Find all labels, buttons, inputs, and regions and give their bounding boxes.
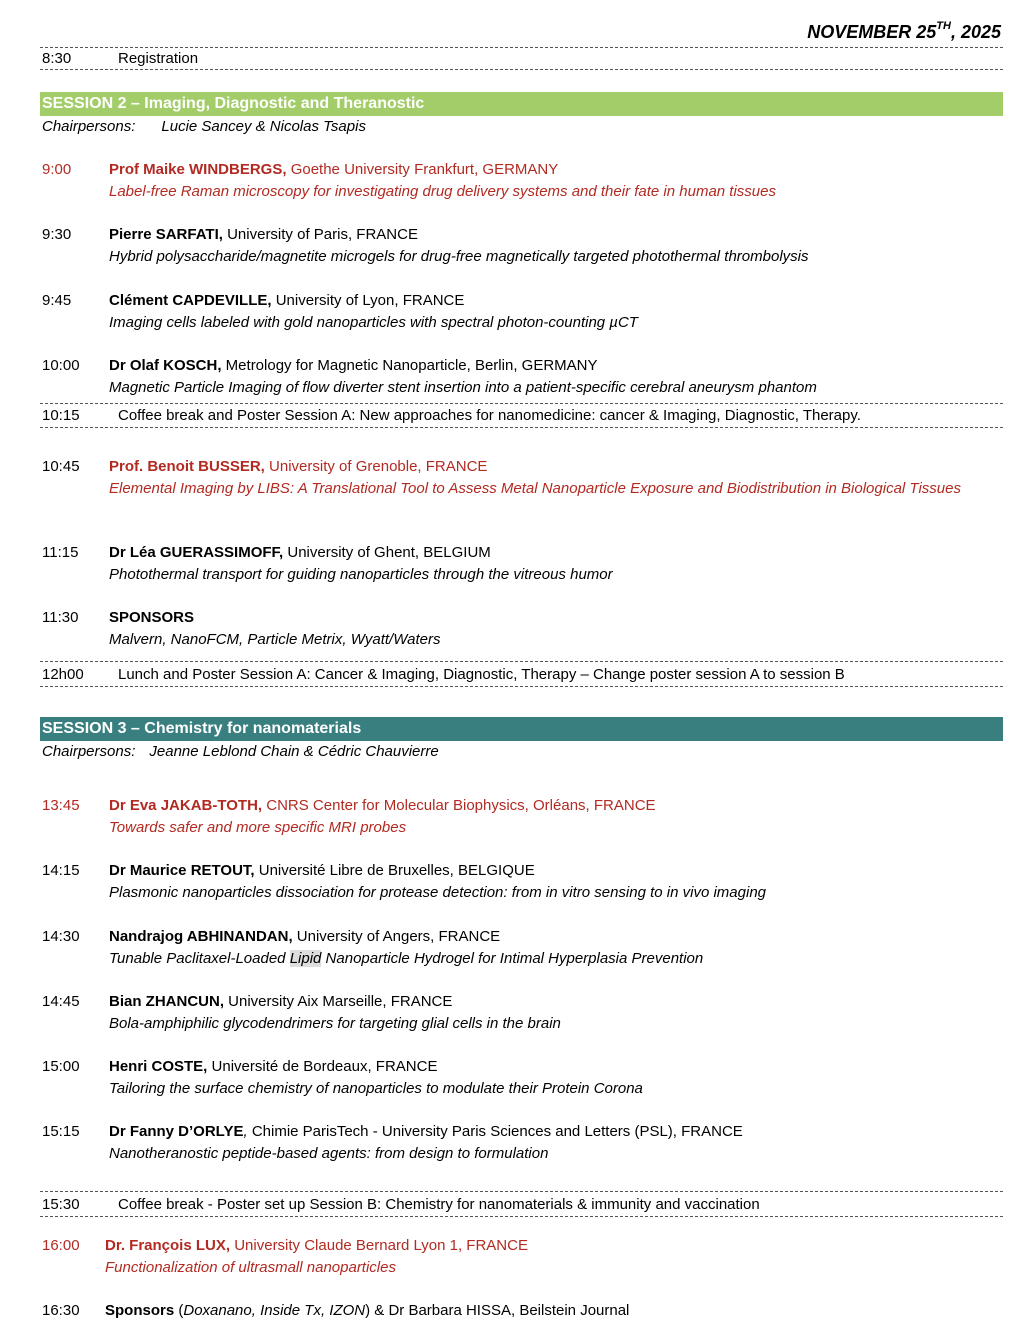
talk-time: 9:30: [42, 226, 72, 243]
talk-time: 14:45: [42, 993, 80, 1010]
talk-title: Photothermal transport for guiding nanoparticles through the vitreous humor: [109, 565, 613, 583]
divider: [40, 1216, 1003, 1217]
speaker-name: Dr. François LUX,: [105, 1237, 231, 1254]
divider: [40, 427, 1003, 428]
speaker-affiliation: Metrology for Magnetic Nanoparticle, Berlin, GERMANY: [221, 357, 598, 374]
session-2-chairpersons: Chairpersons: Lucie Sancey & Nicolas Tsapis: [42, 118, 366, 135]
session-2-header: SESSION 2 – Imaging, Diagnostic and Theranostic: [40, 92, 1003, 116]
talk-time: 11:15: [42, 544, 79, 561]
sponsors-heading: Sponsors: [105, 1302, 175, 1319]
speaker-affiliation: Université de Bordeaux, FRANCE: [207, 1058, 438, 1075]
session-3-chairpersons: Chairpersons: Jeanne Leblond Chain & Cédric Chauvierre: [42, 743, 439, 760]
talk-title: Magnetic Particle Imaging of flow diverter stent insertion into a patient-specific cerebral aneurysm phantom: [109, 378, 817, 396]
divider: [40, 403, 1003, 404]
speaker-affiliation: CNRS Center for Molecular Biophysics, Orléans, FRANCE: [262, 797, 656, 814]
divider: [40, 686, 1003, 687]
talk-item: [109, 542, 999, 585]
talk-time: 15:15: [42, 1123, 80, 1140]
sponsors-heading: SPONSORS: [109, 609, 195, 626]
talk-item: Dr Fanny D’ORLYE, Chimie ParisTech - University Paris Sciences and Letters (PSL), FRANCE Nanotheranostic peptide-based agents: from design to formulation: [109, 1121, 999, 1164]
speaker-affiliation: University of Angers, FRANCE: [292, 928, 501, 945]
speaker-name: Dr Léa GUERASSIMOFF,: [109, 544, 284, 561]
speaker-affiliation: Chimie ParisTech - University Paris Sciences and Letters (PSL), FRANCE: [247, 1123, 743, 1140]
talk-title: Imaging cells labeled with gold nanoparticles with spectral photon-counting µCT: [109, 313, 638, 331]
talk-time: 10:00: [42, 357, 80, 374]
talk-time: 14:30: [42, 928, 80, 945]
lunch-time: 12h00: [42, 666, 84, 683]
talk-item: [109, 860, 999, 903]
highlighted-word: Lipid: [289, 949, 322, 967]
break-time: 10:15: [42, 407, 80, 424]
speaker-affiliation: Université Libre de Bruxelles, BELGIQUE: [254, 862, 535, 879]
sponsors-list: Malvern, NanoFCM, Particle Metrix, Wyatt/Waters: [109, 630, 441, 648]
speaker-name: Prof. Benoit BUSSER,: [109, 458, 265, 475]
talk-title: Label-free Raman microscopy for investigating drug delivery systems and their fate in human tissues: [109, 182, 776, 200]
talk-time: 11:30: [42, 609, 79, 626]
sponsors-item: [109, 607, 999, 650]
talk-item: [109, 159, 999, 202]
talk-item: [109, 224, 999, 267]
speaker-name: Dr Olaf KOSCH,: [109, 357, 222, 374]
speaker-name: Pierre SARFATI,: [109, 226, 223, 243]
talk-title: Tunable Paclitaxel-Loaded Lipid Nanoparticle Hydrogel for Intimal Hyperplasia Prevention: [109, 949, 704, 967]
divider: [40, 47, 1003, 48]
speaker-affiliation: University of Ghent, BELGIUM: [283, 544, 491, 561]
talk-time: 9:45: [42, 292, 72, 309]
program-date: NOVEMBER 25TH, 2025: [807, 20, 1001, 42]
session-3-header: SESSION 3 – Chemistry for nanomaterials: [40, 717, 1003, 741]
talk-time: 15:00: [42, 1058, 80, 1075]
registration-time: 8:30: [42, 50, 72, 67]
divider: [40, 69, 1003, 70]
divider: [40, 1191, 1003, 1192]
talk-item: [109, 795, 999, 838]
talk-item: [109, 926, 999, 969]
registration-label: Registration: [118, 50, 199, 67]
speaker-name: Prof Maike WINDBERGS,: [109, 161, 287, 178]
talk-item: [109, 1056, 999, 1099]
talk-time: 13:45: [42, 797, 80, 814]
speaker-affiliation: University Aix Marseille, FRANCE: [224, 993, 453, 1010]
break-label: Coffee break and Poster Session A: New approaches for nanomedicine: cancer & Imaging, Diagnostic, Therapy.: [118, 407, 861, 424]
talk-title: Tailoring the surface chemistry of nanoparticles to modulate their Protein Corona: [109, 1079, 643, 1097]
talk-item: [109, 355, 999, 398]
speaker-name: Henri COSTE,: [109, 1058, 208, 1075]
talk-title: Hybrid polysaccharide/magnetite microgels for drug-free magnetically targeted photothermal thrombolysis: [109, 247, 809, 265]
talk-time: 16:30: [42, 1302, 80, 1319]
talk-time: 9:00: [42, 161, 72, 178]
talk-title: Bola-amphiphilic glycodendrimers for targeting glial cells in the brain: [109, 1014, 561, 1032]
talk-title: Functionalization of ultrasmall nanoparticles: [105, 1258, 396, 1276]
talk-time: 10:45: [42, 458, 80, 475]
talk-time: 16:00: [42, 1237, 80, 1254]
divider: [40, 661, 1003, 662]
talk-item: [105, 1235, 995, 1278]
speaker-affiliation: & Dr Barbara HISSA, Beilstein Journal: [370, 1302, 630, 1319]
break-label: Coffee break - Poster set up Session B: Chemistry for nanomaterials & immunity and vaccination: [118, 1196, 760, 1213]
speaker-name: Dr Maurice RETOUT,: [109, 862, 255, 879]
speaker-affiliation: University of Grenoble, FRANCE: [264, 458, 488, 475]
sponsors-list: Doxanano, Inside Tx, IZON: [183, 1302, 366, 1319]
speaker-name: Nandrajog ABHINANDAN,: [109, 928, 293, 945]
talk-time: 14:15: [42, 862, 80, 879]
lunch-label: Lunch and Poster Session A: Cancer & Imaging, Diagnostic, Therapy – Change poster session A to session B: [118, 666, 845, 683]
speaker-name: Clément CAPDEVILLE,: [109, 292, 272, 309]
talk-title: Plasmonic nanoparticles dissociation for protease detection: from in vitro sensing to in vivo imaging: [109, 883, 766, 901]
speaker-affiliation: Goethe University Frankfurt, GERMANY: [286, 161, 559, 178]
speaker-name: Bian ZHANCUN,: [109, 993, 224, 1010]
talk-title: Elemental Imaging by LIBS: A Translational Tool to Assess Metal Nanoparticle Exposure and Biodistribution in Biological Tissues: [109, 479, 961, 497]
speaker-name: Dr Fanny D’ORLYE: [109, 1123, 244, 1140]
speaker-name: Dr Eva JAKAB-TOTH,: [109, 797, 263, 814]
speaker-affiliation: University of Paris, FRANCE: [222, 226, 418, 243]
speaker-affiliation: University of Lyon, FRANCE: [271, 292, 465, 309]
sponsors-item: Sponsors (Doxanano, Inside Tx, IZON) & Dr Barbara HISSA, Beilstein Journal: [105, 1302, 630, 1319]
talk-title: Towards safer and more specific MRI probes: [109, 818, 407, 836]
talk-title: Nanotheranostic peptide-based agents: from design to formulation: [109, 1144, 549, 1162]
talk-item: [109, 456, 999, 499]
break-time: 15:30: [42, 1196, 80, 1213]
speaker-affiliation: University Claude Bernard Lyon 1, FRANCE: [230, 1237, 528, 1254]
talk-item: [109, 290, 999, 333]
talk-item: [109, 991, 999, 1034]
